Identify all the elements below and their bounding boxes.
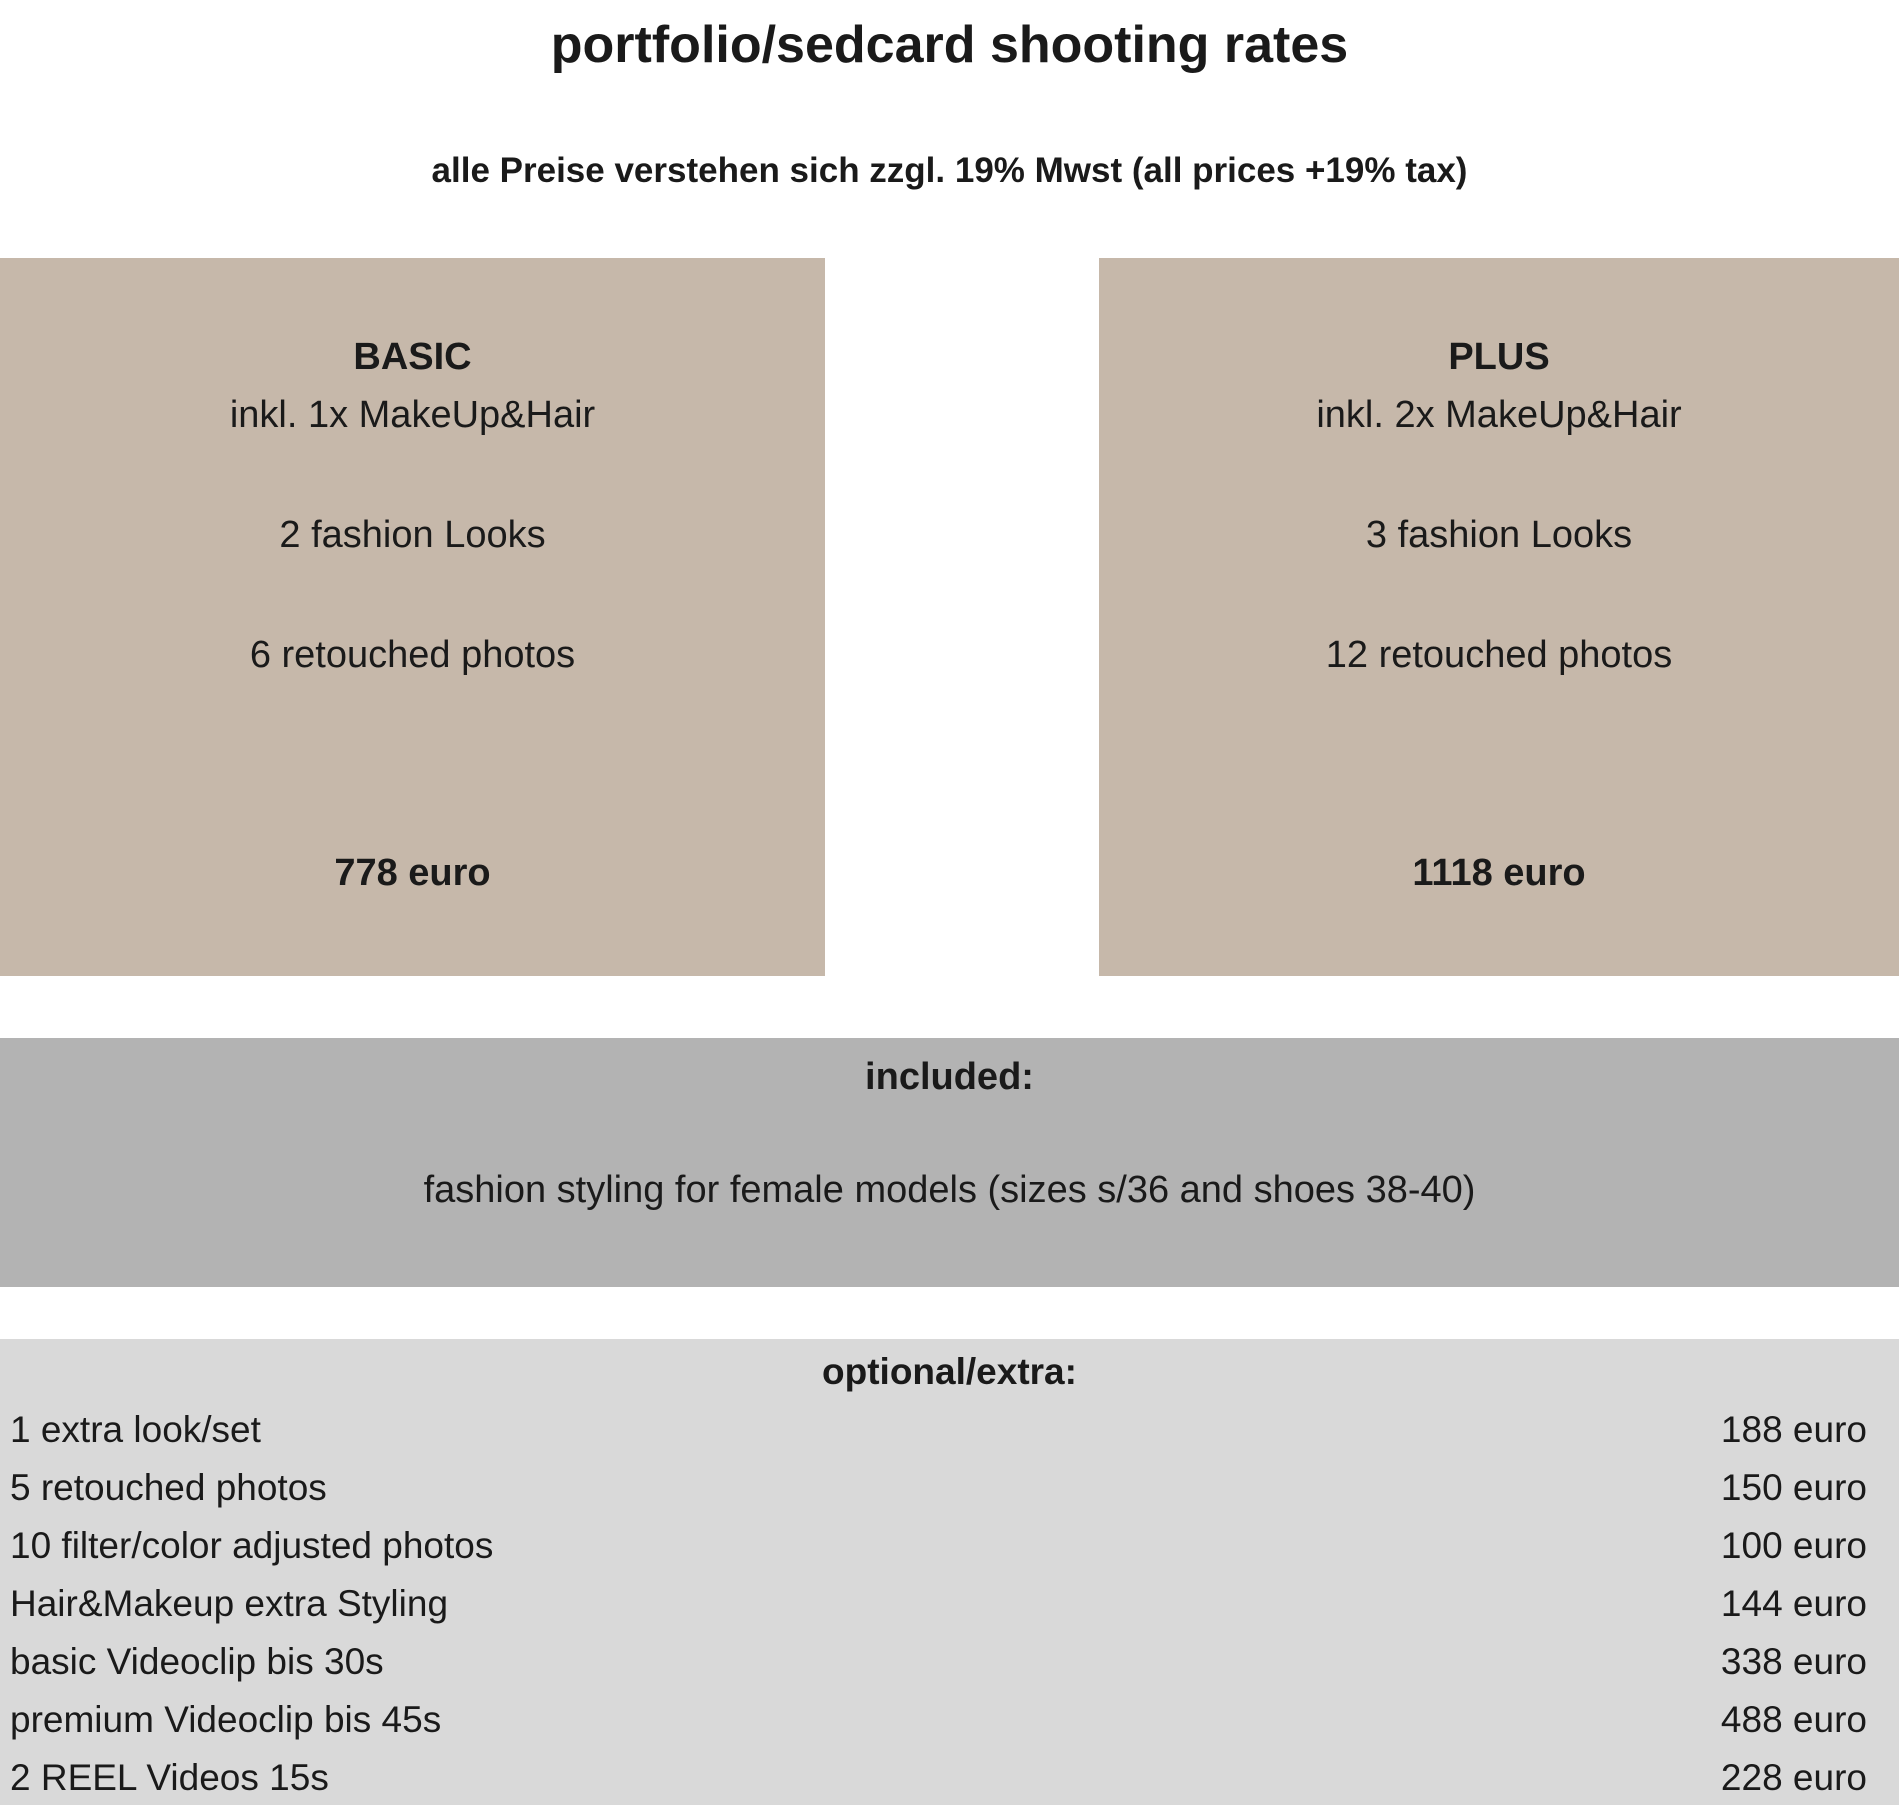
optional-item-price: 338 euro [1720, 1641, 1867, 1683]
package-plus-looks: 3 fashion Looks [1365, 514, 1633, 557]
page-title: portfolio/sedcard shooting rates [550, 16, 1349, 74]
optional-row [0, 1459, 1899, 1517]
optional-item-label: 10 filter/color adjusted photos [10, 1525, 494, 1567]
optional-item-price: 488 euro [1720, 1699, 1867, 1741]
optional-item-label: 5 retouched photos [10, 1467, 327, 1509]
optional-row [0, 1517, 1899, 1575]
package-basic-card [0, 258, 825, 976]
optional-row [0, 1633, 1899, 1691]
optional-heading: optional/extra: [822, 1351, 1077, 1393]
package-basic-makeup: inkl. 1x MakeUp&Hair [229, 394, 596, 437]
package-plus-price: 1118 euro [1412, 852, 1586, 895]
package-plus-makeup: inkl. 2x MakeUp&Hair [1316, 394, 1682, 437]
optional-item-price: 100 euro [1720, 1525, 1867, 1567]
included-section [0, 1038, 1899, 1287]
optional-item-price: 144 euro [1720, 1583, 1867, 1625]
package-basic-price: 778 euro [334, 852, 491, 895]
optional-item-label: premium Videoclip bis 45s [10, 1699, 442, 1741]
optional-item-label: 1 extra look/set [10, 1409, 261, 1451]
included-text: fashion styling for female models (sizes s/36 and shoes 38-40) [423, 1169, 1476, 1212]
package-plus-name: PLUS [1448, 336, 1550, 379]
optional-item-label: Hair&Makeup extra Styling [10, 1583, 449, 1625]
package-basic-name: BASIC [353, 336, 472, 379]
optional-item-label: basic Videoclip bis 30s [10, 1641, 384, 1683]
optional-item-price: 228 euro [1720, 1757, 1867, 1799]
packages-row [0, 258, 1899, 976]
included-heading: included: [865, 1056, 1034, 1099]
package-basic-photos: 6 retouched photos [249, 634, 576, 677]
optional-item-price: 150 euro [1720, 1467, 1867, 1509]
optional-row [0, 1749, 1899, 1807]
package-plus-card [1099, 258, 1899, 976]
tax-note: alle Preise verstehen sich zzgl. 19% Mwst (all prices +19% tax) [431, 151, 1468, 191]
optional-section [0, 1339, 1899, 1805]
optional-row [0, 1691, 1899, 1749]
optional-item-label: 2 REEL Videos 15s [10, 1757, 329, 1799]
optional-row [0, 1575, 1899, 1633]
optional-row [0, 1401, 1899, 1459]
package-basic-looks: 2 fashion Looks [279, 514, 546, 557]
package-plus-photos: 12 retouched photos [1325, 634, 1673, 677]
optional-item-price: 188 euro [1720, 1409, 1867, 1451]
